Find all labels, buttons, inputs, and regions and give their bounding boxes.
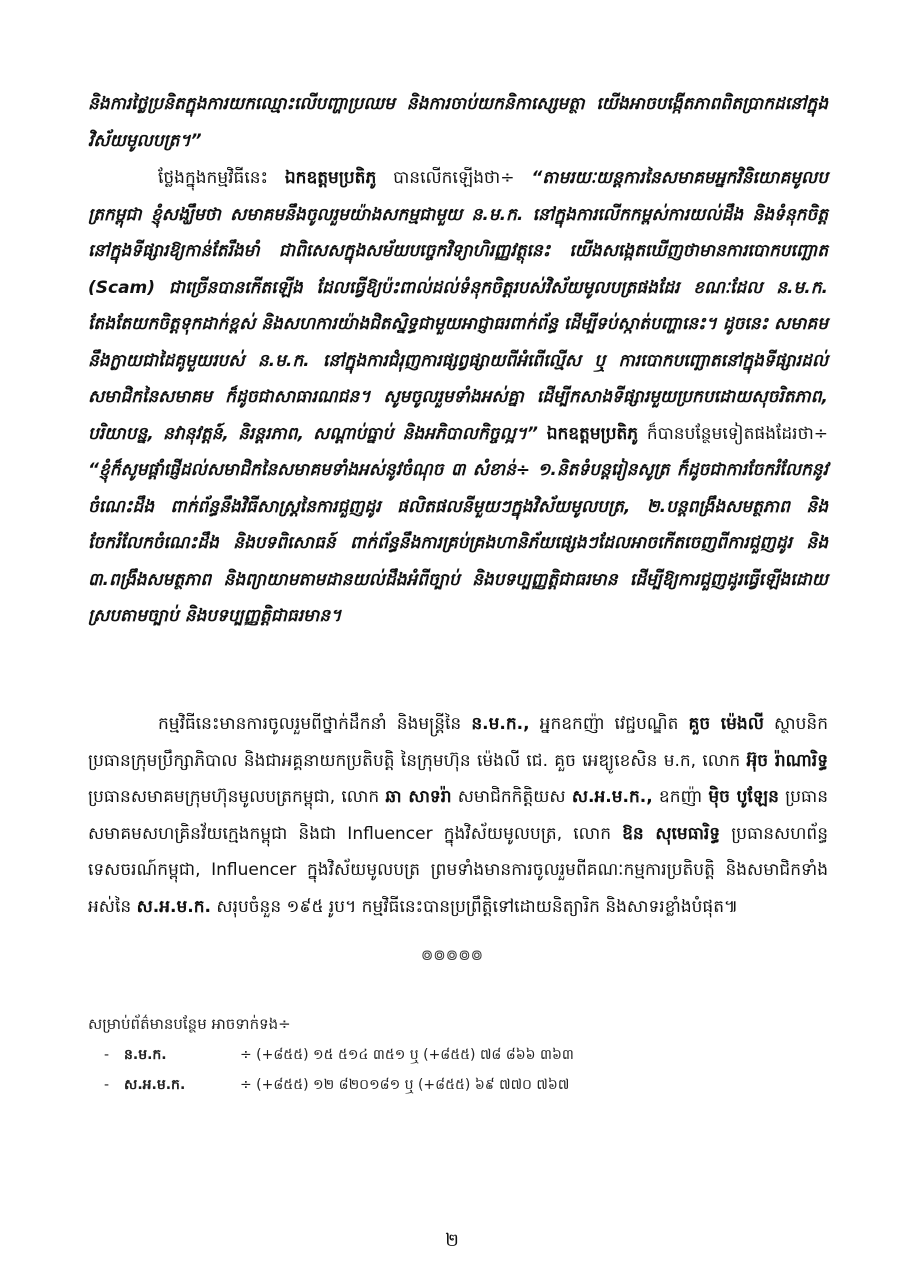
contact-row <box>104 1074 569 1096</box>
page-number: ២ <box>445 1230 459 1251</box>
attendees-text-h: ប្រធានសហព័ន្ធទេសចរណ៍កម្ពុជា, Influencer ក្នុងវិស័យមូលបត្រ ព្រមទាំងមានការចូលរួមពីគណៈកម្មការប្រតិបត្តិ និងសមាជិកទាំងអស់នៃ <box>88 823 829 917</box>
contact-phones: ÷ (+៨៥៥) ១៥ ៥១៤ ៣៥១ ឬ (+៨៥៥) ៧៨ ៨៦៦ ៣៦៣ <box>240 1047 574 1063</box>
contact-intro: សម្រាប់ព័ត៌មានបន្ថែម អាចទាក់ទង÷ <box>88 1015 291 1033</box>
paragraph-2 <box>88 160 828 635</box>
attendees-text-d: ប្រធានសមាគមក្រុមហ៊ុនមូលបត្រកម្ពុជា, លោក <box>88 787 380 807</box>
org-nmk: ន.ម.ក., <box>471 714 530 734</box>
attendees-text-i: សរុបចំនួន ១៩៥ រូប។ កម្មវិធីនេះបានប្រព្រឹត្តិទៅដោយនិត្យារិក និងសាទរខ្លាំងបំផុត៕ <box>216 896 739 917</box>
contact-org: ស.អ.ម.ក. <box>124 1077 186 1093</box>
speaker-quote-2: “ខ្ញុំក៏សូមផ្ដាំផ្ញើដល់សមាជិកនៃសមាគមទាំងអស់នូវចំណុច ៣ សំខាន់÷ ១.និតទំបន្តរៀនសូត្រ ក៏ដូចជាការចែករំលែកនូវចំណេះដឹង ពាក់ព័ន្ធនឹងវិធីសាស្ត្រនៃការជួញដូរ ផលិតផលនីមួយៗក្នុងវិស័យមូលបត្រ, ២.បន្តពង្រឹងសមត្ថភាព និងចែករំលែកចំណេះដឹង និងបទពិសោធន៍ ពាក់ព័ន្ធនឹងការគ្រប់គ្រងហានិភ័យផ្សេងៗដែលអាចកើតចេញពីការជួញដូរ និង ៣.ពង្រឹងសមត្ថភាព និងព្យាយាមតាមដានយល់ដឹងអំពីច្បាប់ និងបទប្បញ្ញត្តិជាធរមាន ដើម្បីឱ្យការជួញដូរធ្វើឡើងដោយស្របតាមច្បាប់ និងបទប្បញ្ញត្តិជាធរមាន។ <box>88 460 828 626</box>
attendees-text-a: កម្មវិធីនេះមានការចូលរួមពីថ្នាក់ដឹកនាំ និងមន្ត្រីនៃ <box>158 714 462 734</box>
attendees-text-b: អ្នកឧកញ៉ា វេជ្ជបណ្ឌិត <box>539 714 679 734</box>
bullet-dash: - <box>104 1047 110 1063</box>
attendee-name-2: អ៊ុច រ៉ាណារិទ្ធ <box>746 750 828 771</box>
speaker-quote-1: “តាមរយៈយន្តការនៃសមាគមអ្នកវិនិយោគមូលបត្រកម្ពុជា ខ្ញុំសង្ឃឹមថា សមាគមនឹងចូលរួមយ៉ាងសកម្មជាមួយ ន.ម.ក. នៅក្នុងការលើកកម្ពស់ការយល់ដឹង និងទំនុកចិត្តនៅក្នុងទីផ្សារឱ្យកាន់តែរឹងមាំ ជាពិសេសក្នុងសម័យបច្ចេកវិទ្យាហិរញ្ញវត្ថុនេះ យើងសង្កេតឃើញថាមានការបោកបញ្ឆោត (Scam) ជាច្រើនបានកើតឡើង ដែលធ្វើឱ្យប៉ះពាល់ដល់ទំនុកចិត្តរបស់វិស័យមូលបត្រផងដែរ ខណៈដែល ន.ម.ក. តែងតែយកចិត្តទុកដាក់ខ្ពស់ និងសហការយ៉ាងជិតស្និទ្ធជាមួយអាជ្ញាធរពាក់ព័ន្ធ ដើម្បីទប់ស្កាត់បញ្ហានេះ។ ដូចនេះ សមាគមនឹងក្លាយជាដៃគូមួយរបស់ ន.ម.ក. នៅក្នុងការជំរុញការផ្សព្វផ្សាយពីអំពើល្មើស ឬ ការបោកបញ្ឆោតនៅក្នុងទីផ្សារដល់សមាជិកនៃសមាគម ក៏ដូចជាសាធារណជន។ សូមចូលរួមទាំងអស់គ្នា ដើម្បីកសាងទីផ្សារមួយប្រកបដោយសុចរិតភាព, បរិយាបន្ន, នវានុវត្តន៍, និរន្តរភាព, សណ្តាប់ធ្នាប់ និងអភិបាលកិច្ចល្អ។” <box>88 168 829 444</box>
paragraph-3-verb: ក៏បានបន្ថែមទៀតផងដែរថា÷ <box>646 423 829 444</box>
paragraph-2-verb: បានលើកឡើងថា÷ <box>393 168 515 188</box>
speaker-name-2: ឯកឧត្តមប្រតិភូ <box>546 423 639 444</box>
attendees-text-e: សមាជិកកិត្តិយស <box>457 787 566 807</box>
org-samk-2: ស.អ.ម.ក. <box>136 896 211 917</box>
contact-phones: ÷ (+៨៥៥) ១២ ៨២០១៨១ ឬ (+៨៥៥) ៦៩ ៧៧០ ៧៦៧ <box>240 1077 570 1093</box>
attendee-name-1: គួច ម៉េងលី <box>688 714 764 734</box>
attendee-name-3: ឆា សាទរ៉ា <box>385 787 452 807</box>
attendees-text-c: ស្ថាបនិក ប្រធានក្រុមប្រឹក្សាភិបាល និងជាអគ្គនាយកប្រតិបត្តិ នៃក្រុមហ៊ុន ម៉េងលី ជេ. គួច អេឌ្យូខេសិន ម.ក, លោក <box>88 714 828 771</box>
attendee-name-4: ម៉ិច បូឡែន <box>708 787 779 807</box>
contact-org: ន.ម.ក. <box>124 1047 167 1063</box>
contact-row <box>104 1044 574 1066</box>
bullet-dash: - <box>104 1077 110 1093</box>
org-samk: ស.អ.ម.ក., <box>571 787 653 807</box>
paragraph-2-lead: ថ្លែងក្នុងកម្មវិធីនេះ <box>158 168 268 188</box>
paragraph-attendees <box>88 706 828 925</box>
speaker-name: ឯកឧត្តមប្រតិភូ <box>284 168 377 188</box>
attendee-name-5: ឱន សុមេធារិទ្ធ <box>622 823 721 844</box>
paragraph-1 <box>88 86 828 159</box>
attendees-text-g: ប្រធានសមាគមសហគ្រិនវ័យក្មេងកម្ពុជា និងជា Influencer ក្នុងវិស័យមូលបត្រ, លោក <box>88 787 829 844</box>
paragraph-1-text: និងការថ្លៃប្រនិតក្នុងការយកឈ្មោះលើបញ្ហាប្រឈម និងការចាប់យកនិកាសេ្សមត្ថា យើងអាចបង្កើតភាពពិតប្រាកដនៅក្នុងវិស័យមូលបត្រ។” <box>88 94 828 151</box>
attendees-text-f: ឧកញ៉ា <box>658 787 703 807</box>
section-ornament: ៙៙៙៙៙ <box>420 946 484 964</box>
